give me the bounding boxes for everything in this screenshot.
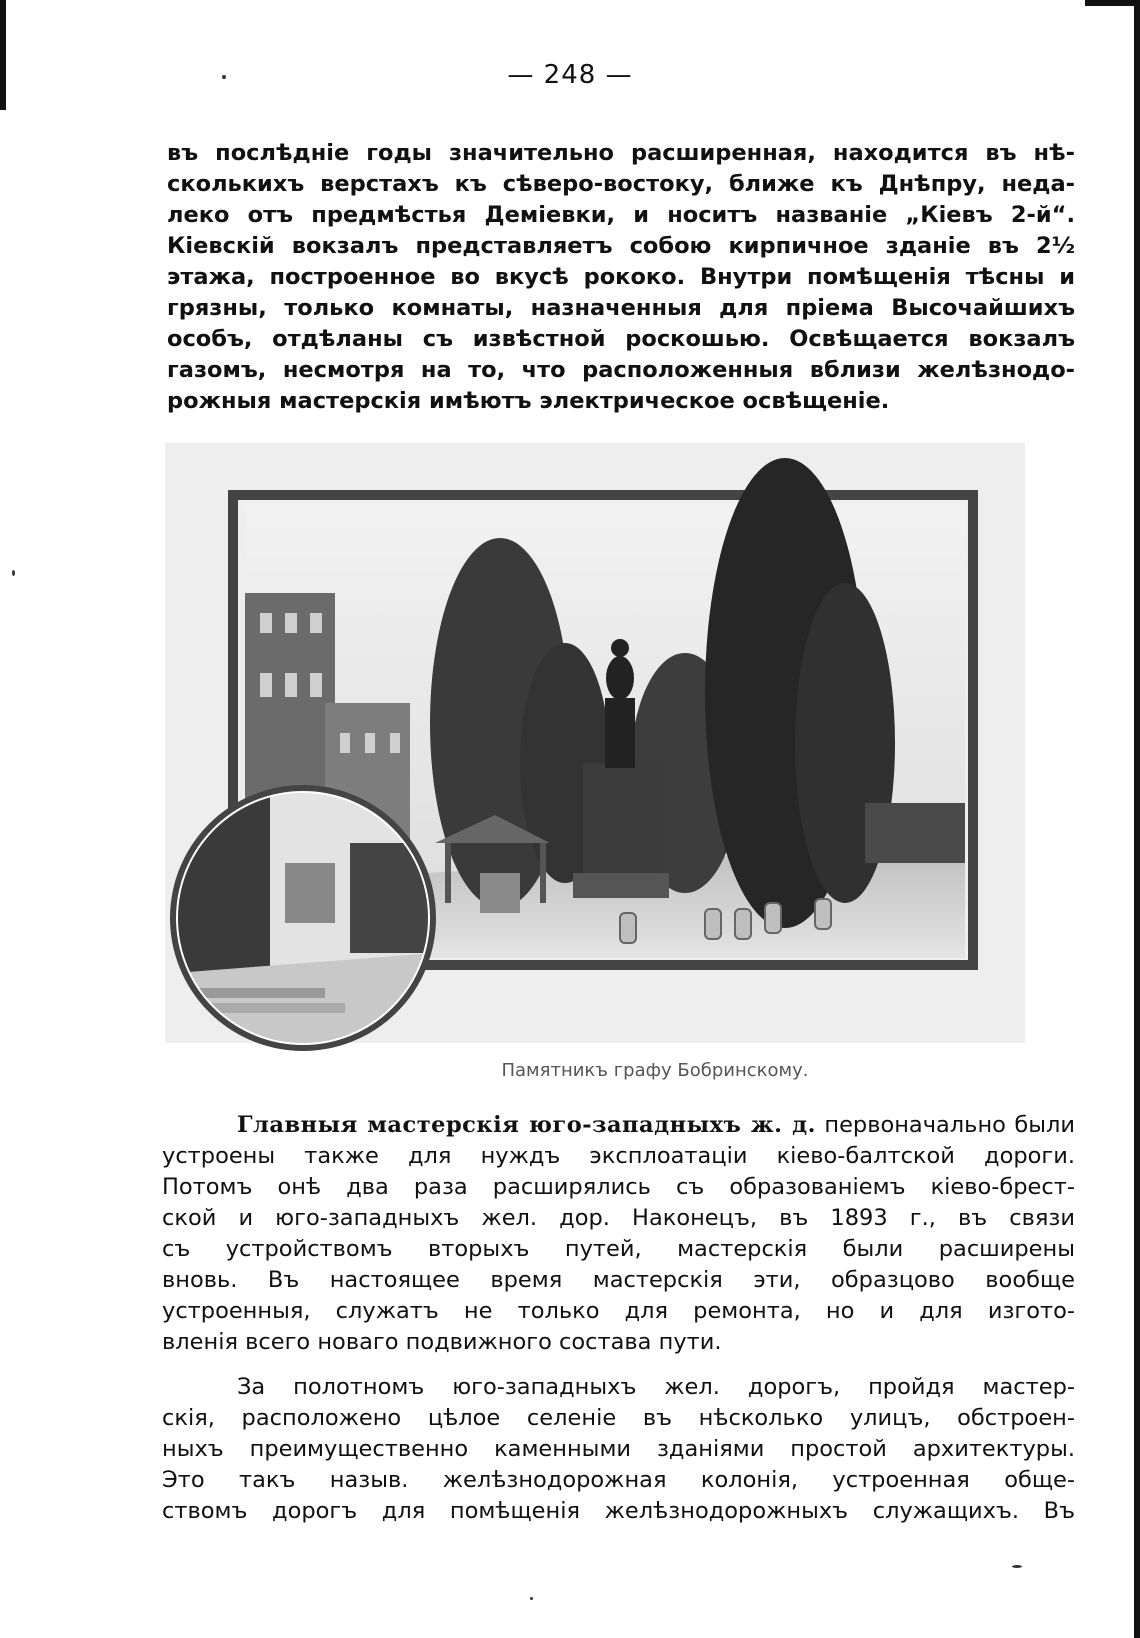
text-line: особъ, отдѣланы съ извѣстной роскошью. Освѣщается вокзалъ <box>167 326 1075 352</box>
text-line: рожныя мастерскія имѣютъ электрическое освѣщеніе. <box>167 388 890 414</box>
monument-photograph <box>165 443 1070 1093</box>
section-heading: Главныя мастерскія юго-западныхъ ж. д. <box>237 1112 816 1138</box>
text-line: Это такъ назыв. желѣзнодорожная колонія, устроенная обще- <box>162 1467 1075 1493</box>
text-line: устроены также для нуждъ эксплоатаціи кіево-балтской дороги. <box>162 1143 1075 1169</box>
text-line: грязны, только комнаты, назначенныя для пріема Высочайшихъ <box>167 295 1075 321</box>
text-line: съ устройствомъ вторыхъ путей, мастерскія были расширены <box>162 1236 1075 1262</box>
text-fragment: первоначально были <box>824 1112 1075 1138</box>
text-line: вленія всего новаго подвижного состава пути. <box>162 1329 722 1355</box>
scan-edge-top-right <box>1085 0 1140 6</box>
text-line: вновь. Въ настоящее время мастерскія эти, образцово вообще <box>162 1267 1075 1293</box>
text-line: Кіевскій вокзалъ представляетъ собою кирпичное зданіе въ 2½ <box>167 233 1075 259</box>
paragraph-3 <box>162 1372 1075 1527</box>
scan-speck <box>12 570 15 576</box>
page-number: — 248 — <box>507 60 633 90</box>
text-line: этажа, построенное во вкусѣ рококо. Внутри помѣщенія тѣсны и <box>167 264 1075 290</box>
text-line: газомъ, несмотря на то, что расположенныя вблизи желѣзнодо- <box>167 357 1075 383</box>
scan-speck <box>222 75 226 79</box>
scan-edge-left <box>0 0 6 110</box>
text-line <box>162 1110 1075 1141</box>
text-line: сколькихъ верстахъ къ сѣверо-востоку, ближе къ Днѣпру, неда- <box>167 171 1075 197</box>
text-line: Потомъ онѣ два раза расширялись съ образованіемъ кіево-брест- <box>162 1174 1075 1200</box>
scan-speck <box>1012 1565 1022 1568</box>
text-line: леко отъ предмѣстья Деміевки, и носитъ названіе „Кіевъ 2-й“. <box>167 202 1075 228</box>
text-line: ской и юго-западныхъ жел. дор. Наконецъ, въ 1893 г., въ связи <box>162 1205 1075 1231</box>
text-line: устроенныя, служатъ не только для ремонта, но и для изгото- <box>162 1298 1075 1324</box>
figure-caption: Памятникъ графу Бобринскому. <box>501 1060 809 1081</box>
scan-edge-right <box>1134 0 1140 1638</box>
paragraph-1 <box>167 138 1075 417</box>
scan-speck <box>530 1597 533 1600</box>
text-line: ствомъ дорогъ для помѣщенія желѣзнодорожныхъ служащихъ. Въ <box>162 1498 1075 1524</box>
paragraph-2 <box>162 1110 1075 1358</box>
text-line: скія, расположено цѣлое селеніе въ нѣсколько улицъ, обстроен- <box>162 1405 1075 1431</box>
text-line: За полотномъ юго-западныхъ жел. дорогъ, пройдя мастер- <box>237 1374 1075 1400</box>
text-line: ныхъ преимущественно каменными зданіями простой архитектуры. <box>162 1436 1075 1462</box>
text-line: въ послѣдніе годы значительно расширенная, находится въ нѣ- <box>167 140 1075 166</box>
